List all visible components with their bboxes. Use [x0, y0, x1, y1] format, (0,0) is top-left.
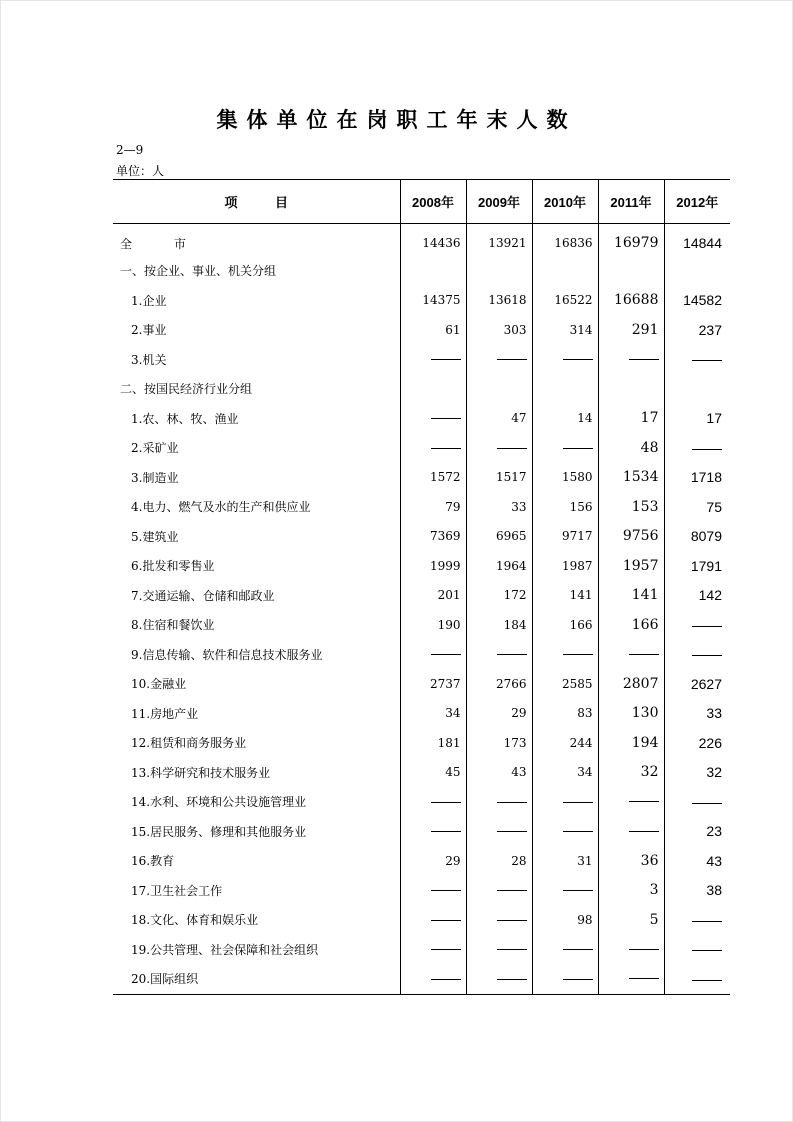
cell-value: 32 [598, 758, 664, 788]
table-row [113, 610, 730, 640]
cell-value: 2627 [664, 669, 730, 699]
cell-value: 16836 [532, 224, 598, 257]
table-row [113, 640, 730, 670]
row-label: 2.采矿业 [131, 441, 179, 456]
row-label: 2.事业 [131, 323, 167, 338]
empty-value-dash [466, 433, 532, 463]
table-row [113, 286, 730, 316]
row-label: 9.信息传输、软件和信息技术服务业 [131, 647, 323, 662]
cell-value: 75 [664, 492, 730, 522]
cell-value [532, 256, 598, 286]
cell-value: 181 [400, 728, 466, 758]
cell-value: 291 [598, 315, 664, 345]
cell-value: 166 [532, 610, 598, 640]
cell-value: 172 [466, 581, 532, 611]
cell-value: 48 [598, 433, 664, 463]
header-row [113, 180, 730, 224]
dash-line [692, 921, 722, 922]
empty-value-dash [400, 404, 466, 434]
cell-value: 141 [598, 581, 664, 611]
row-label: 12.租赁和商务服务业 [131, 736, 247, 751]
cell-value: 9717 [532, 522, 598, 552]
cell-value: 45 [400, 758, 466, 788]
row-label: 19.公共管理、社会保障和社会组织 [131, 942, 319, 957]
dash-line [431, 448, 461, 449]
dash-line [563, 949, 593, 950]
dash-line [692, 449, 722, 450]
cell-value: 1534 [598, 463, 664, 493]
cell-value: 16688 [598, 286, 664, 316]
cell-value: 2807 [598, 669, 664, 699]
cell-value: 31 [532, 846, 598, 876]
empty-value-dash [598, 640, 664, 670]
cell-value: 14375 [400, 286, 466, 316]
dash-line [563, 654, 593, 655]
cell-value: 142 [664, 581, 730, 611]
empty-value-dash [400, 345, 466, 375]
empty-value-dash [400, 787, 466, 817]
empty-value-dash [400, 935, 466, 965]
empty-value-dash [400, 433, 466, 463]
column-header-2010: 2010年 [532, 180, 598, 224]
row-label: 16.教育 [131, 854, 175, 869]
table-row [113, 876, 730, 906]
empty-value-dash [532, 640, 598, 670]
table-row [113, 433, 730, 463]
cell-value [598, 374, 664, 404]
empty-value-dash [598, 964, 664, 994]
table-row [113, 699, 730, 729]
empty-value-dash [532, 935, 598, 965]
cell-value: 33 [466, 492, 532, 522]
dash-line [563, 802, 593, 803]
cell-value: 8079 [664, 522, 730, 552]
row-label: 6.批发和零售业 [131, 559, 215, 574]
cell-value: 98 [532, 905, 598, 935]
dash-line [692, 626, 722, 627]
table-row [113, 463, 730, 493]
empty-value-dash [400, 640, 466, 670]
cell-value: 1791 [664, 551, 730, 581]
empty-value-dash [664, 935, 730, 965]
row-label: 18.文化、体育和娱乐业 [131, 913, 259, 928]
dash-line [563, 890, 593, 891]
table-row [113, 315, 730, 345]
cell-value [664, 256, 730, 286]
column-header-2012: 2012年 [664, 180, 730, 224]
row-label: 5.建筑业 [131, 529, 179, 544]
cell-value: 226 [664, 728, 730, 758]
empty-value-dash [466, 876, 532, 906]
cell-value: 303 [466, 315, 532, 345]
table-row [113, 345, 730, 375]
dash-line [431, 802, 461, 803]
row-label: 1.农、林、牧、渔业 [131, 411, 239, 426]
cell-value: 1964 [466, 551, 532, 581]
cell-value [532, 374, 598, 404]
empty-value-dash [532, 964, 598, 994]
empty-value-dash [664, 787, 730, 817]
cell-value: 16979 [598, 224, 664, 257]
unit-label: 单位：人 [116, 164, 165, 178]
dash-line [431, 418, 461, 419]
dash-line [431, 654, 461, 655]
dash-line [563, 979, 593, 980]
dash-line [497, 802, 527, 803]
table-row [113, 374, 730, 404]
dash-line [431, 949, 461, 950]
column-header-2011: 2011年 [598, 180, 664, 224]
empty-value-dash [664, 345, 730, 375]
row-label: 8.住宿和餐饮业 [131, 618, 215, 633]
cell-value: 2766 [466, 669, 532, 699]
column-header-item: 项 目 [113, 180, 400, 224]
cell-value: 153 [598, 492, 664, 522]
table-row [113, 224, 730, 257]
table-row [113, 728, 730, 758]
cell-value: 14436 [400, 224, 466, 257]
table-row [113, 817, 730, 847]
cell-value: 28 [466, 846, 532, 876]
cell-value: 47 [466, 404, 532, 434]
dash-line [431, 920, 461, 921]
cell-value: 156 [532, 492, 598, 522]
row-label: 14.水利、环境和公共设施管理业 [131, 795, 307, 810]
table-row [113, 669, 730, 699]
dash-line [692, 803, 722, 804]
dash-line [692, 360, 722, 361]
dash-line [629, 654, 659, 655]
cell-value [466, 256, 532, 286]
dash-line [563, 448, 593, 449]
table-body [113, 224, 730, 995]
cell-value: 14844 [664, 224, 730, 257]
empty-value-dash [532, 817, 598, 847]
cell-value: 38 [664, 876, 730, 906]
dash-line [497, 890, 527, 891]
empty-value-dash [598, 817, 664, 847]
cell-value: 23 [664, 817, 730, 847]
cell-value: 130 [598, 699, 664, 729]
empty-value-dash [466, 787, 532, 817]
table-row [113, 846, 730, 876]
dash-line [692, 950, 722, 951]
table-row [113, 758, 730, 788]
cell-value: 1517 [466, 463, 532, 493]
cell-value: 83 [532, 699, 598, 729]
cell-value: 43 [466, 758, 532, 788]
cell-value: 1718 [664, 463, 730, 493]
dash-line [629, 949, 659, 950]
cell-value: 43 [664, 846, 730, 876]
table-row [113, 256, 730, 286]
dash-line [629, 801, 659, 802]
cell-value: 141 [532, 581, 598, 611]
cell-value: 14582 [664, 286, 730, 316]
dash-line [629, 831, 659, 832]
empty-value-dash [664, 964, 730, 994]
row-label: 7.交通运输、仓储和邮政业 [131, 588, 275, 603]
cell-value: 17 [598, 404, 664, 434]
empty-value-dash [664, 433, 730, 463]
dash-line [431, 831, 461, 832]
table-row [113, 581, 730, 611]
table-row [113, 492, 730, 522]
empty-value-dash [664, 905, 730, 935]
cell-value: 173 [466, 728, 532, 758]
cell-value: 9756 [598, 522, 664, 552]
empty-value-dash [532, 433, 598, 463]
column-header-2009: 2009年 [466, 180, 532, 224]
dash-line [563, 359, 593, 360]
cell-value [466, 374, 532, 404]
cell-value: 17 [664, 404, 730, 434]
empty-value-dash [598, 935, 664, 965]
dash-line [629, 359, 659, 360]
cell-value [664, 374, 730, 404]
table-code: 2—9 [116, 143, 144, 157]
cell-value: 184 [466, 610, 532, 640]
row-label: 一、按企业、事业、机关分组 [120, 264, 277, 279]
table-row [113, 551, 730, 581]
cell-value: 29 [400, 846, 466, 876]
cell-value [400, 374, 466, 404]
row-label: 20.国际组织 [113, 964, 400, 994]
cell-value: 1572 [400, 463, 466, 493]
cell-value: 13618 [466, 286, 532, 316]
stats-table [113, 179, 730, 995]
cell-value: 1987 [532, 551, 598, 581]
dash-line [692, 655, 722, 656]
page-title: 集体单位在岗职工年末人数 [216, 108, 577, 132]
table-row [113, 964, 730, 994]
cell-value: 1580 [532, 463, 598, 493]
empty-value-dash [400, 876, 466, 906]
table-row [113, 787, 730, 817]
cell-value: 32 [664, 758, 730, 788]
cell-value [400, 256, 466, 286]
cell-value: 5 [598, 905, 664, 935]
row-label: 17.卫生社会工作 [131, 883, 223, 898]
table-row [113, 404, 730, 434]
dash-line [563, 831, 593, 832]
cell-value: 16522 [532, 286, 598, 316]
column-header-2008: 2008年 [400, 180, 466, 224]
empty-value-dash [598, 787, 664, 817]
empty-value-dash [532, 787, 598, 817]
cell-value: 34 [400, 699, 466, 729]
row-label: 3.制造业 [131, 470, 179, 485]
cell-value: 7369 [400, 522, 466, 552]
cell-value: 2585 [532, 669, 598, 699]
cell-value: 194 [598, 728, 664, 758]
row-label: 1.企业 [131, 293, 167, 308]
empty-value-dash [532, 876, 598, 906]
dash-line [497, 979, 527, 980]
row-label: 11.房地产业 [131, 706, 199, 721]
row-label: 二、按国民经济行业分组 [120, 382, 253, 397]
cell-value: 36 [598, 846, 664, 876]
empty-value-dash [532, 345, 598, 375]
table-row [113, 935, 730, 965]
dash-line [431, 359, 461, 360]
cell-value: 166 [598, 610, 664, 640]
table-row [113, 905, 730, 935]
cell-value: 6965 [466, 522, 532, 552]
cell-value: 314 [532, 315, 598, 345]
row-label: 13.科学研究和技术服务业 [131, 765, 271, 780]
dash-line [497, 448, 527, 449]
empty-value-dash [400, 817, 466, 847]
cell-value [598, 256, 664, 286]
empty-value-dash [400, 964, 466, 994]
cell-value: 14 [532, 404, 598, 434]
dash-line [497, 920, 527, 921]
cell-value: 201 [400, 581, 466, 611]
row-label: 15.居民服务、修理和其他服务业 [131, 824, 307, 839]
cell-value: 29 [466, 699, 532, 729]
empty-value-dash [664, 640, 730, 670]
dash-line [431, 979, 461, 980]
empty-value-dash [466, 817, 532, 847]
dash-line [692, 980, 722, 981]
empty-value-dash [466, 905, 532, 935]
cell-value: 13921 [466, 224, 532, 257]
dash-line [497, 949, 527, 950]
cell-value: 34 [532, 758, 598, 788]
empty-value-dash [466, 640, 532, 670]
empty-value-dash [598, 345, 664, 375]
row-label: 10.金融业 [131, 677, 187, 692]
empty-value-dash [466, 935, 532, 965]
cell-value: 244 [532, 728, 598, 758]
empty-value-dash [466, 964, 532, 994]
row-label: 4.电力、燃气及水的生产和供应业 [131, 500, 311, 515]
cell-value: 1957 [598, 551, 664, 581]
empty-value-dash [400, 905, 466, 935]
cell-value: 33 [664, 699, 730, 729]
cell-value: 190 [400, 610, 466, 640]
cell-value: 3 [598, 876, 664, 906]
cell-value: 79 [400, 492, 466, 522]
dash-line [629, 978, 659, 979]
empty-value-dash [664, 610, 730, 640]
row-label: 3.机关 [131, 352, 167, 367]
cell-value: 1999 [400, 551, 466, 581]
table-row [113, 522, 730, 552]
cell-value: 237 [664, 315, 730, 345]
dash-line [497, 831, 527, 832]
dash-line [497, 654, 527, 655]
cell-value: 2737 [400, 669, 466, 699]
cell-value: 61 [400, 315, 466, 345]
dash-line [497, 359, 527, 360]
row-label: 全 市 [120, 236, 186, 251]
dash-line [431, 890, 461, 891]
empty-value-dash [466, 345, 532, 375]
